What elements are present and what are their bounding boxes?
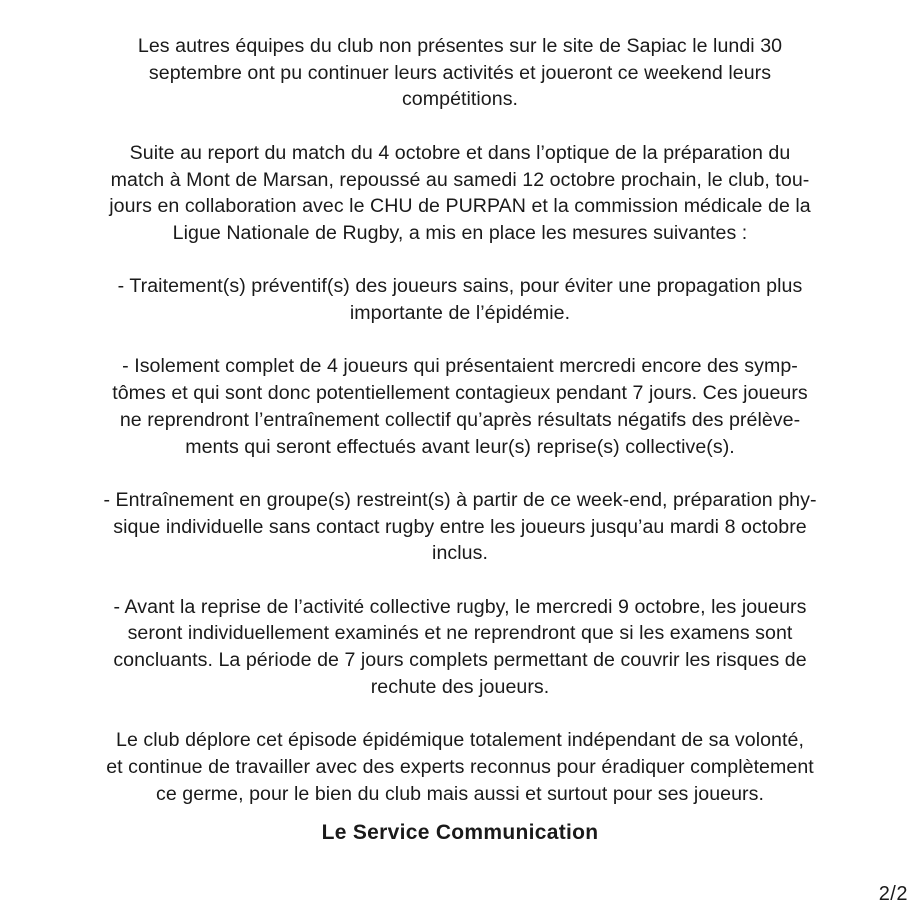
document-body (22, 33, 898, 844)
signature: Le Service Communication (321, 821, 599, 844)
paragraph-match-postponement (22, 140, 898, 247)
paragraph-group-training (22, 487, 898, 567)
text-line: - Isolement complet de 4 joueurs qui présentaient mercredi encore des symp- (122, 355, 798, 378)
text-line: concluants. La période de 7 jours complets permettant de couvrir les risques de (113, 649, 807, 672)
paragraph-medical-exam (22, 594, 898, 701)
paragraph-isolation (22, 353, 898, 460)
text-line: et continue de travailler avec des experts reconnus pour éradiquer complètement (106, 755, 814, 778)
text-line: septembre ont pu continuer leurs activités et joueront ce weekend leurs (148, 61, 772, 84)
text-line: ments qui seront effectués avant leur(s) reprise(s) collective(s). (185, 435, 735, 458)
text-line: seront individuellement examinés et ne reprendront que si les examens sont (127, 622, 793, 645)
text-line: - Entraînement en groupe(s) restreint(s) à partir de ce week-end, préparation phy- (103, 488, 817, 511)
text-line: ne reprendront l’entraînement collectif qu’après résultats négatifs des prélève- (119, 408, 801, 431)
text-line: Le club déplore cet épisode épidémique totalement indépendant de sa volonté, (116, 729, 804, 752)
paragraph-club-statement (22, 727, 898, 807)
text-line: Les autres équipes du club non présentes sur le site de Sapiac le lundi 30 (137, 35, 783, 57)
text-line: compétitions. (401, 88, 519, 111)
text-line: sique individuelle sans contact rugby entre les joueurs jusqu’au mardi 8 octobre (113, 515, 807, 538)
text-line: Suite au report du match du 4 octobre et dans l’optique de la préparation du (129, 141, 791, 164)
page-number: 2/2 (878, 883, 908, 905)
paragraph-preventive-treatment (22, 273, 898, 326)
text-line: Ligue Nationale de Rugby, a mis en place les mesures suivantes : (172, 221, 748, 244)
text-line: jours en collaboration avec le CHU de PURPAN et la commission médicale de la (109, 195, 811, 218)
text-line: rechute des joueurs. (370, 675, 550, 698)
text-line: - Traitement(s) préventif(s) des joueurs sains, pour éviter une propagation plus (117, 275, 803, 298)
text-line: inclus. (432, 542, 488, 565)
text-line: importante de l’épidémie. (349, 302, 571, 324)
text-line: - Avant la reprise de l’activité collective rugby, le mercredi 9 octobre, les joueurs (113, 595, 807, 618)
paragraph-other-teams (22, 33, 898, 113)
text-line: ce germe, pour le bien du club mais aussi et surtout pour ses joueurs. (156, 782, 764, 805)
text-line: match à Mont de Marsan, repoussé au samedi 12 octobre prochain, le club, tou- (110, 168, 810, 191)
text-line: tômes et qui sont donc potentiellement contagieux pendant 7 jours. Ces joueurs (112, 382, 808, 405)
